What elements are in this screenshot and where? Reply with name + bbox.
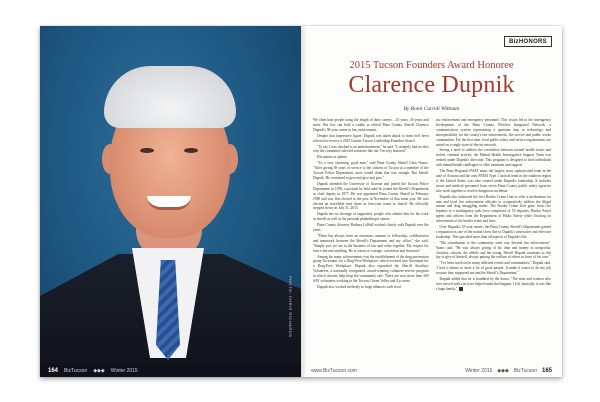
paragraph: Dupnik has no shortage of supporters, people who admire him for his work as sheriff as well as his personal philanthropic causes.	[313, 212, 429, 222]
paragraph: His mantra is upbeat.	[317, 155, 348, 160]
column-2	[436, 118, 552, 364]
folio-separator-right: ◆◆◆	[497, 368, 509, 374]
page-number-left: 164	[48, 368, 59, 374]
section-badge: BizHONORS	[504, 36, 552, 47]
gutter-shadow	[301, 26, 307, 377]
article-byline: By Romi Carrell Wittman	[403, 106, 460, 112]
paragraph: We often hear people using the length of their careers – 25 years, 30 years and more. But few can hold a candle to retired Pima County Sheriff Clarence Dupnik's 58-year career in law enforcement.	[313, 118, 429, 132]
page-number-right: 165	[541, 368, 552, 374]
portrait-photo	[40, 26, 301, 377]
paragraph: law enforcement and emergency personnel. This vision led to the interagency development of the Pima County Wireless Integrated Network, a communication system representing a quantum leap in technology and interoperability for the county's law enforcement, fire service and public works communities. For the first time, local public safety and service organizations are united on a single state-of-the-art network.	[435, 118, 551, 147]
eye-left	[140, 148, 154, 153]
paragraph: Dupnik also worked tirelessly to forge alliances with local	[317, 285, 401, 289]
paragraph: "There has always been an enormous amount of fellowship, collaboration and teamwork between the Sheriff's Department and my office," she said. "Simply put, we are in the business of law and order together. My respect for him is beyond anything. He is a man of courage, conviction and character."	[313, 233, 429, 253]
folio-right-group	[465, 368, 552, 374]
eye-right	[184, 148, 198, 153]
paragraph: Dupnik also fashioned the first Border Crime Unit to offer a mechanism for state and local law enforcement officials to cooperatively address the illegal human and drug smuggling trades. The Border Crime Unit grew from five deputies to a multiagency task force comprised of 18 deputies, Border Patrol agents and officers from the Department of Public Safety while focusing on enforcement of the border crime and laws.	[435, 194, 551, 224]
last-paragraph-text: Dupnik added that he is humbled by the honor. "The men and women who have served with you have helped make that happen. I felt, basically, it was like a huge family."	[435, 277, 551, 291]
season-left: Winter 2015	[110, 368, 138, 374]
article-page	[301, 26, 562, 377]
folio-separator-left: ◆◆◆	[93, 368, 105, 374]
season-right: Winter 2015	[465, 368, 493, 374]
folio-left	[40, 365, 301, 377]
paragraph: "His contribution to the community went way beyond law enforcement," Nanos said. "He was always giving of his time and money to nonprofits, churches, schools, the elderly and the young. Sheriff Dupnik continues to this day to give of himself, always putting the welfare of others in front of his own."	[435, 240, 551, 260]
paragraph-last	[436, 277, 552, 292]
paragraph: The Pima Regional SWAT team, the largest, most sophisticated team in the state of Arizona and the only FEMA Type 1 tactical team in the southern region of the United States, was also created under Dupnik's leadership. It includes sworn and medical personnel from seven Pima County public safety agencies who work together to resolve dangerous incidents.	[435, 169, 551, 193]
paragraph: Among his many achievements was the establishment of the drug-prevention group Tucsonans for a Drug-Free Workplace, which evolved into Arizonans for a Drug-Free Workplace. Dupnik also organized the Sheriff Auxiliary Volunteers, a nationally recognized, award-winning volunteer-service program in which citizens help keep the community safe. There are now more than 300 SAV volunteers working in the Tucson, Green Valley and Ajo areas.	[313, 254, 429, 284]
paragraph: Pima County Attorney Barbara LaWall worked closely with Dupnik over the years.	[313, 223, 429, 233]
magazine-spread	[40, 26, 562, 377]
paragraph: Despite that impressive figure, Dupnik was taken aback to learn he'd been selected to receive a 2015 Greater Tucson Leadership Founders Award.	[313, 133, 429, 143]
paragraph: Seeing a need to address the correlation between mental health issues and violent criminal activity, the Mental Health Investigative Support Team was created under Dupnik's direction. This program is designed to find individuals with mental health challenges to offer treatment and support.	[435, 148, 551, 168]
hair-shape	[104, 66, 236, 128]
folio-right	[301, 365, 562, 377]
column-1	[313, 118, 429, 364]
article-kicker: 2015 Tucson Founders Award Honoree	[349, 60, 514, 71]
paragraph: "I've been involved in many different events and communities," Dupnik said. "I had a chance to meet a lot of good people. It made it easier to do my job because they supported me and the Sheriff's Department."	[435, 261, 551, 276]
paragraph: Over Dupnik's 35-year tenure, the Pima County Sheriff's Department gained a reputation as one of the nation's best due to Dupnik's innovative and effective leadership. This upscaled more than all aspects of Dupnik's life.	[435, 225, 551, 239]
article-body	[313, 118, 551, 364]
end-mark-icon	[459, 287, 463, 291]
paragraph: "It's a very charming, good man," said Pima County Sheriff Chris Nanos. "After giving 58 years of service to the citizens of Tucson as a member of the Tucson Police Department, most would think that was enough. But Sheriff Dupnik. He continued to give and give and give."	[313, 161, 429, 180]
website-url: www.BizTucson.com	[311, 368, 357, 374]
publication-name-left: BizTucson	[64, 368, 88, 374]
article-headline: Clarence Dupnik	[348, 72, 515, 98]
photo-credit: PHOTO: CHRIS RICHARDS	[288, 276, 293, 338]
paragraph: Dupnik attended the University of Arizona and joined the Tucson Police Department in 1958, a position he held until he joined the Sheriff's Department as chief deputy in 1977. He was appointed Pima County Sheriff in February 1980 and was first elected to the post in November of that same year. He was elected an incredible nine times in four-year terms as sheriff. He officially stepped down on July 31, 2015.	[313, 181, 429, 211]
publication-name-right: BizTucson	[513, 368, 537, 374]
paragraph: "To say I was shocked is an understatement," he said. "I certainly had no idea why the committee selected someone like me. I'm very honored."	[313, 144, 429, 154]
